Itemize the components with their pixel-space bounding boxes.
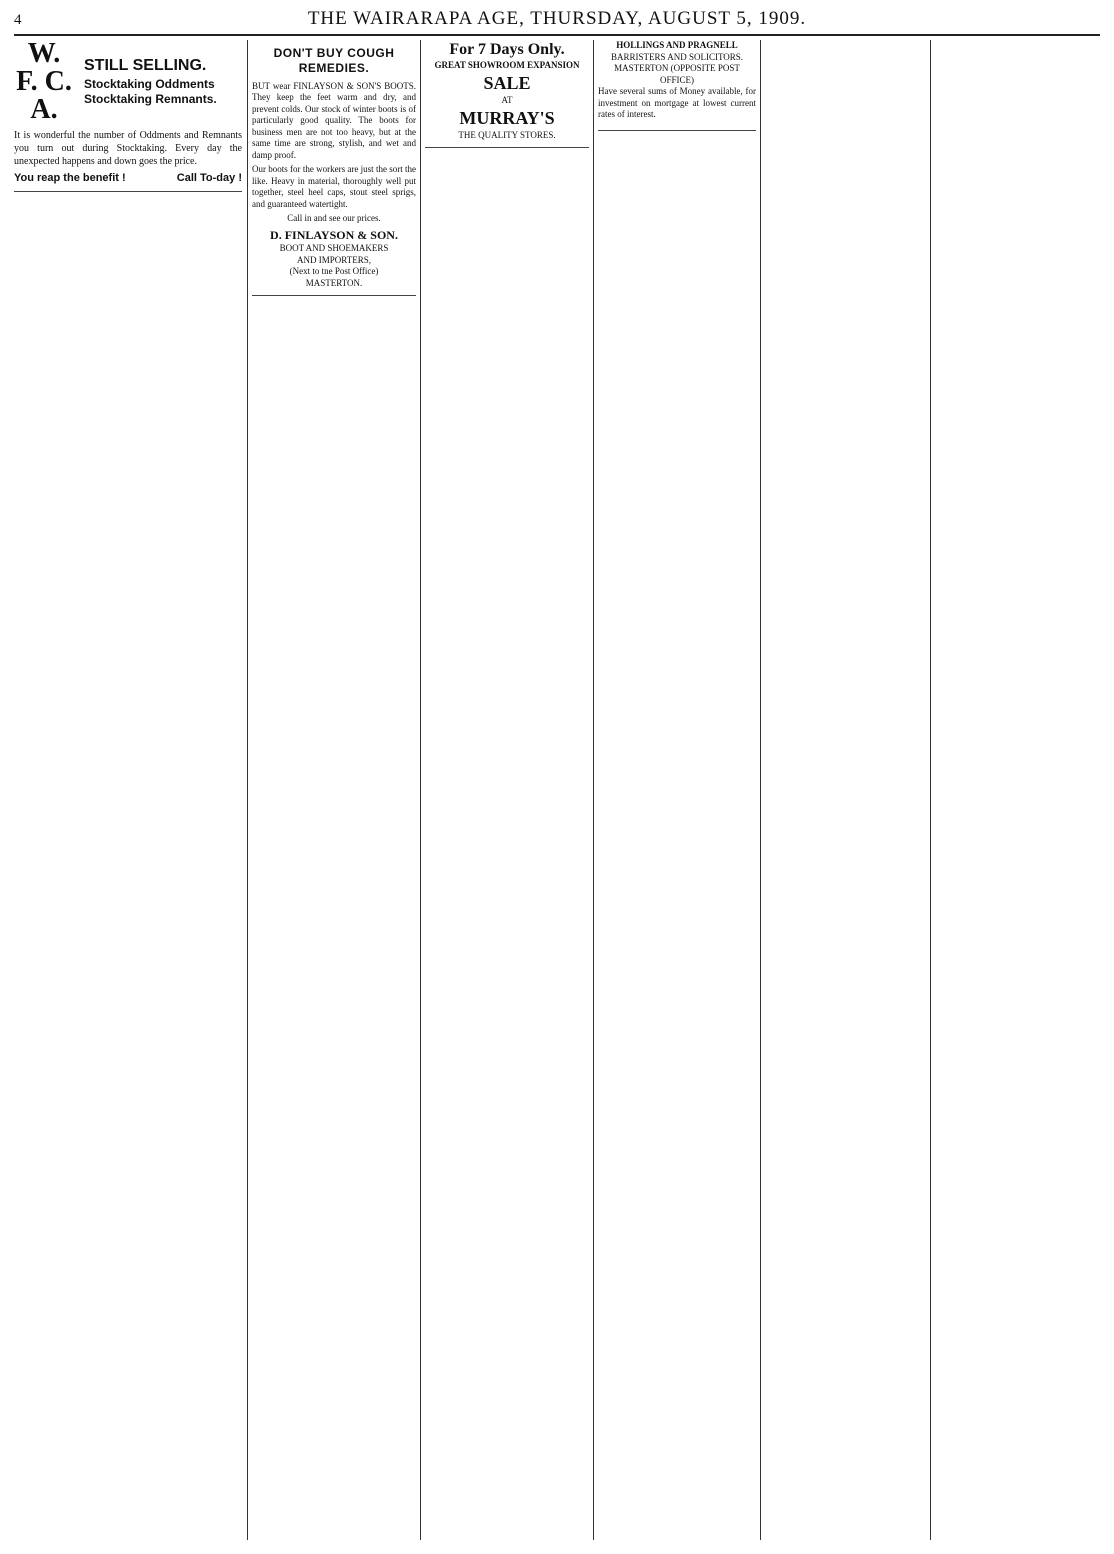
column-rule xyxy=(420,40,421,1540)
cough-ad: DON'T BUY COUGH REMEDIES. BUT wear FINLAYSON & SON'S BOOTS. They keep the feet warm and dry, and prevent colds. Our stock of winter boots is of particularly good quality. The boots for business men are not too heavy, but at the same time are strong, stylish, and wet and damp proof. Our boots for the workers are just the sort the like. Heavy in material, thoroughly well put together, steel heel caps, stout steel sprigs, and guaranteed watertight. Call in and see our prices. D. FINLAYSON & SON. BOOT AND SHOEMAKERS AND IMPORTERS, (Next to tne Post Office) MASTERTON. xyxy=(252,46,416,296)
hollings-ad: HOLLINGS AND PRAGNELL BARRISTERS AND SOLICITORS. MASTERTON (OPPOSITE POST OFFICE) Have several sums of Money available, for investment on mortgage at lowest current rates of interest. xyxy=(598,40,756,131)
wfac-ad: W. F. C. A. STILL SELLING. Stocktaking Oddments Stocktaking Remnants. It is wonderful the number of Oddments and Remnants you turn out during Stocktaking. Every day the unexpected happens and down goes the price. You reap the benefit ! Call To-day ! xyxy=(14,40,242,192)
column-rule xyxy=(760,40,761,1540)
column-3 xyxy=(425,40,589,154)
wfac-letters: W. F. C. A. xyxy=(16,38,72,125)
page-number: 4 xyxy=(14,12,22,28)
column-1 xyxy=(14,40,242,198)
sale-ad: For 7 Days Only. GREAT SHOWROOM EXPANSION SALE AT MURRAY'S THE QUALITY STORES. xyxy=(425,40,589,148)
column-rule xyxy=(930,40,931,1540)
masthead xyxy=(14,6,1100,36)
column-rule xyxy=(593,40,594,1540)
column-4 xyxy=(598,40,756,137)
column-rule xyxy=(247,40,248,1540)
masthead-title: THE WAIRARAPA AGE, THURSDAY, AUGUST 5, 1909. xyxy=(307,8,807,29)
column-2 xyxy=(252,40,416,302)
